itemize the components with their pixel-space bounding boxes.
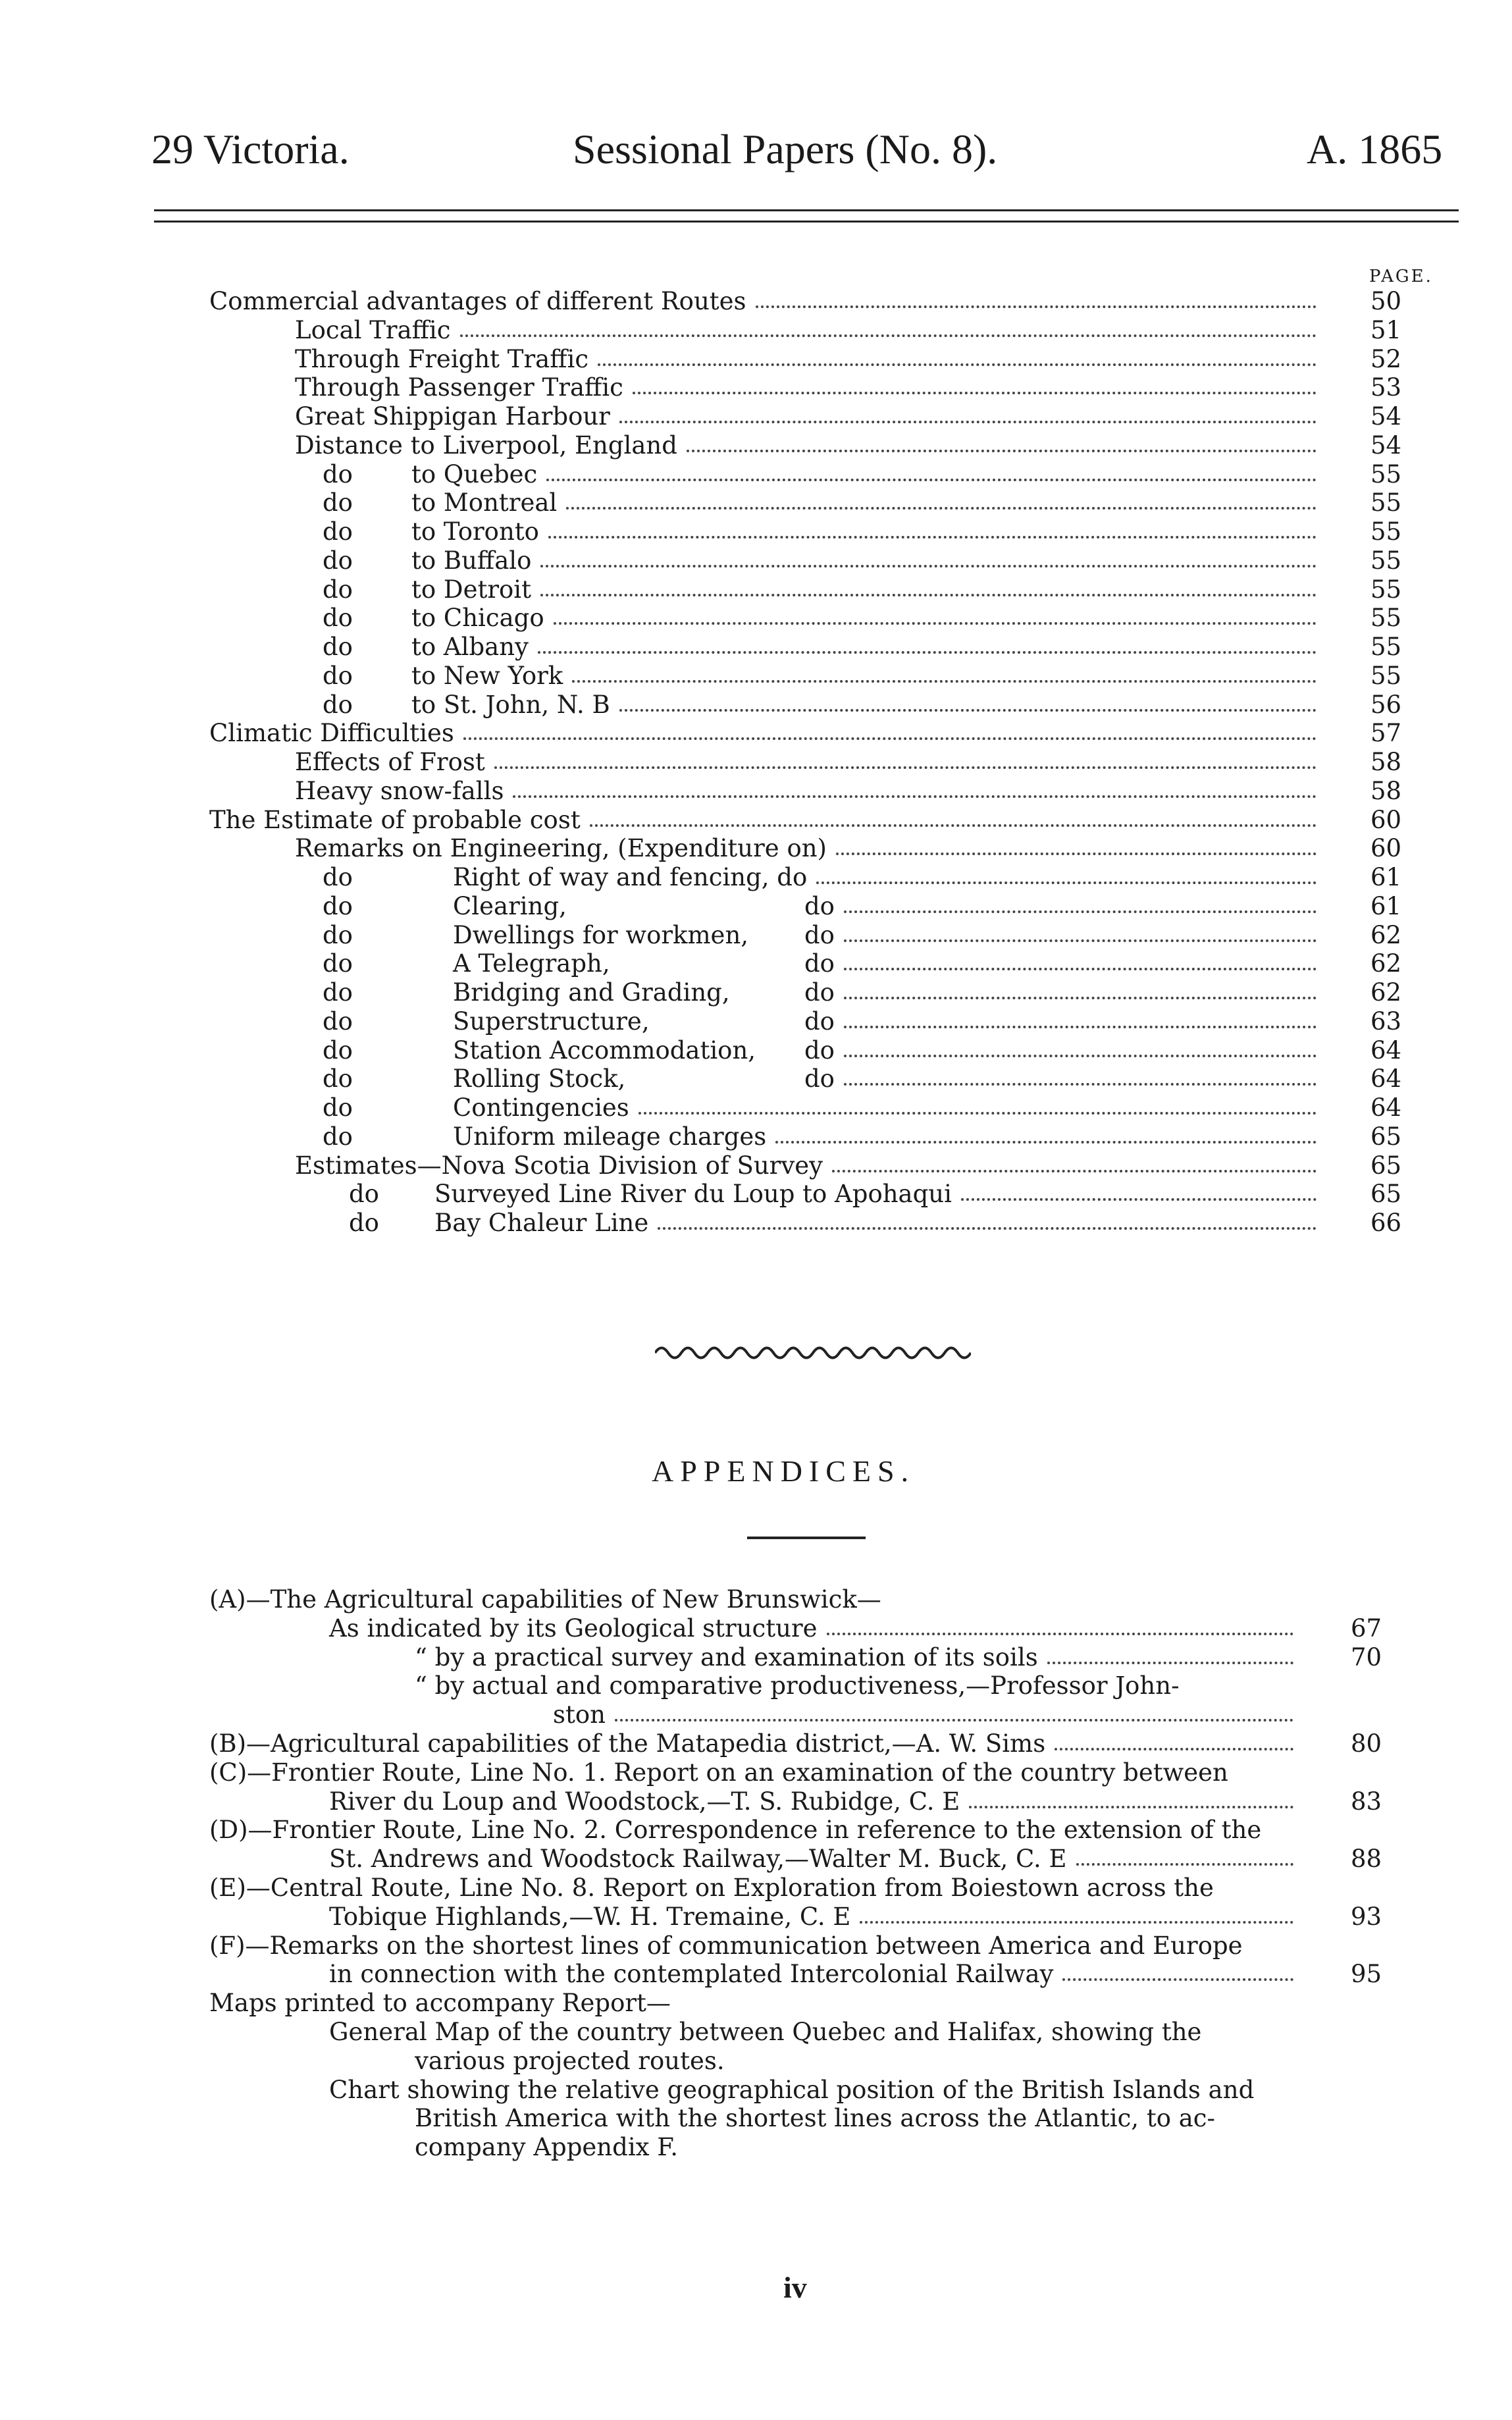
toc-row	[0, 287, 1512, 316]
appendix-text: British America with the shortest lines across the Atlantic, to ac-	[415, 2104, 1216, 2133]
toc-row	[0, 345, 1512, 374]
toc-page-number: 57	[1370, 719, 1402, 748]
toc-row	[0, 633, 1512, 662]
toc-page-number: 62	[1370, 978, 1402, 1007]
toc-page-number: 50	[1370, 287, 1402, 315]
toc-row	[0, 863, 1512, 892]
toc-entry-text: Heavy snow-falls	[295, 776, 504, 805]
toc-row	[0, 1122, 1512, 1151]
toc-ditto: do	[323, 920, 353, 949]
toc-entry-text: Station Accommodation,	[453, 1036, 756, 1065]
toc-page-number: 66	[1370, 1209, 1402, 1237]
toc-page-number: 60	[1370, 805, 1402, 834]
appendix-dot-leader	[615, 1719, 1293, 1722]
toc-ditto: do	[323, 661, 353, 690]
toc-dot-leader	[775, 1141, 1316, 1144]
toc-ditto: do	[323, 891, 353, 920]
toc-ditto: do	[323, 978, 353, 1007]
toc-page-number: 51	[1370, 315, 1402, 344]
toc-ditto: do	[323, 1093, 353, 1122]
toc-page-number: 64	[1370, 1036, 1402, 1065]
appendix-text: (D)—Frontier Route, Line No. 2. Correspondence in reference to the extension of the	[209, 1816, 1262, 1845]
toc-dot-leader	[460, 334, 1316, 337]
page-label: PAGE.	[1369, 267, 1433, 286]
toc-dot-leader	[540, 594, 1316, 596]
appendix-page-number: 70	[1351, 1643, 1382, 1671]
toc-dot-leader	[756, 305, 1316, 308]
toc-ditto-column: do	[804, 920, 835, 949]
toc-page-number: 65	[1370, 1151, 1402, 1180]
toc-page-number: 64	[1370, 1065, 1402, 1093]
header-left: 29 Victoria.	[151, 126, 350, 172]
toc-dot-leader	[513, 795, 1316, 798]
toc-ditto: do	[349, 1180, 379, 1209]
toc-ditto-column: do	[804, 1036, 835, 1065]
toc-row	[0, 316, 1512, 345]
toc-row	[0, 1093, 1512, 1122]
appendix-text: ston	[553, 1700, 606, 1729]
toc-ditto: do	[323, 460, 353, 488]
toc-page-number: 65	[1370, 1122, 1402, 1151]
toc-page-number: 55	[1370, 633, 1402, 661]
toc-entry-text: Rolling Stock,	[453, 1065, 626, 1093]
appendix-dot-leader	[1047, 1662, 1293, 1664]
toc-dot-leader	[687, 450, 1316, 452]
toc-entry-text: The Estimate of probable cost	[209, 805, 581, 834]
toc-page-number: 61	[1370, 891, 1402, 920]
toc-dot-leader	[619, 709, 1316, 712]
toc-row	[0, 431, 1512, 460]
toc-ditto-column: do	[804, 949, 835, 978]
appendix-text: in connection with the contemplated Intercolonial Railway	[329, 1960, 1054, 1989]
toc-ditto: do	[323, 1036, 353, 1065]
toc-row	[0, 546, 1512, 575]
toc-row	[0, 1209, 1512, 1238]
toc-page-number: 54	[1370, 402, 1402, 431]
toc-page-number: 55	[1370, 575, 1402, 604]
toc-row	[0, 604, 1512, 633]
toc-entry-text: Bay Chaleur Line	[434, 1209, 649, 1237]
toc-page-number: 60	[1370, 834, 1402, 863]
toc-page-number: 58	[1370, 776, 1402, 805]
toc-ditto: do	[323, 517, 353, 546]
appendix-text: Chart showing the relative geographical position of the British Islands and	[329, 2075, 1255, 2104]
toc-ditto: do	[323, 575, 353, 604]
toc-row	[0, 1007, 1512, 1036]
toc-row	[0, 517, 1512, 546]
toc-page-number: 58	[1370, 748, 1402, 776]
toc-dot-leader	[590, 824, 1316, 827]
toc-row	[0, 1036, 1512, 1065]
toc-entry-text: Superstructure,	[453, 1007, 650, 1036]
appendix-text: (C)—Frontier Route, Line No. 1. Report on an examination of the country between	[209, 1758, 1228, 1787]
toc-entry-text: Right of way and fencing, do	[453, 863, 808, 891]
toc-entry-text: Contingencies	[453, 1093, 629, 1122]
appendix-text: Tobique Highlands,—W. H. Tremaine, C. E	[329, 1902, 851, 1931]
appendix-page-number: 95	[1351, 1960, 1382, 1989]
toc-page-number: 63	[1370, 1007, 1402, 1036]
toc-dot-leader	[832, 1170, 1316, 1172]
toc-entry-text: to Montreal	[411, 488, 558, 517]
decorative-wave-divider	[655, 1343, 971, 1363]
toc-row	[0, 1151, 1512, 1180]
appendix-text: Maps printed to accompany Report—	[209, 1989, 671, 2018]
toc-dot-leader	[844, 1083, 1316, 1086]
appendix-text: company Appendix F.	[415, 2133, 678, 2162]
header-center: Sessional Papers (No. 8).	[573, 126, 998, 172]
toc-row	[0, 777, 1512, 806]
appendix-dot-leader	[860, 1921, 1293, 1924]
appendix-text: River du Loup and Woodstock,—T. S. Rubidge, C. E	[329, 1787, 960, 1816]
appendix-text: various projected routes.	[415, 2046, 725, 2075]
toc-dot-leader	[494, 766, 1316, 769]
toc-dot-leader	[554, 622, 1316, 625]
toc-entry-text: to Chicago	[411, 604, 544, 633]
toc-row	[0, 691, 1512, 720]
toc-ditto: do	[323, 488, 353, 517]
toc-entry-text: Through Freight Traffic	[295, 344, 589, 373]
toc-row	[0, 719, 1512, 748]
toc-entry-text: Surveyed Line River du Loup to Apohaqui	[434, 1180, 952, 1209]
toc-entry-text: to Detroit	[411, 575, 532, 604]
appendix-page-number: 83	[1351, 1787, 1382, 1816]
toc-row	[0, 1180, 1512, 1209]
toc-row	[0, 460, 1512, 489]
appendix-text: (E)—Central Route, Line No. 8. Report on Exploration from Boiestown across the	[209, 1874, 1214, 1902]
toc-page-number: 55	[1370, 460, 1402, 488]
appendix-dot-leader	[969, 1806, 1293, 1808]
appendix-text: (A)—The Agricultural capabilities of New Brunswick—	[209, 1585, 881, 1614]
toc-row	[0, 834, 1512, 863]
toc-dot-leader	[548, 536, 1316, 539]
toc-page-number: 64	[1370, 1093, 1402, 1122]
appendix-dot-leader	[827, 1633, 1293, 1635]
appendix-dot-leader	[1062, 1978, 1293, 1981]
toc-entry-text: to Quebec	[411, 460, 538, 488]
toc-dot-leader	[844, 939, 1316, 942]
toc-ditto: do	[323, 949, 353, 978]
toc-page-number: 54	[1370, 431, 1402, 460]
toc-dot-leader	[538, 651, 1316, 654]
toc-row	[0, 978, 1512, 1007]
toc-entry-text: Bridging and Grading,	[453, 978, 730, 1007]
toc-ditto: do	[323, 1065, 353, 1093]
toc-ditto: do	[323, 1007, 353, 1036]
toc-ditto: do	[349, 1209, 379, 1237]
toc-dot-leader	[598, 363, 1316, 366]
toc-page-number: 55	[1370, 517, 1402, 546]
toc-ditto-column: do	[804, 1007, 835, 1036]
toc-row	[0, 1065, 1512, 1093]
toc-row	[0, 892, 1512, 921]
toc-row	[0, 921, 1512, 950]
appendix-text: “ by actual and comparative productiveness,—Professor John-	[415, 1671, 1180, 1700]
toc-ditto: do	[323, 633, 353, 661]
toc-ditto-column: do	[804, 891, 835, 920]
toc-entry-text: Dwellings for workmen,	[453, 920, 749, 949]
toc-dot-leader	[619, 421, 1316, 423]
toc-row	[0, 488, 1512, 517]
toc-page-number: 56	[1370, 690, 1402, 719]
toc-page-number: 55	[1370, 604, 1402, 633]
toc-dot-leader	[566, 507, 1316, 510]
toc-page-number: 53	[1370, 373, 1402, 402]
header-rule-bottom	[154, 221, 1459, 223]
appendix-text: St. Andrews and Woodstock Railway,—Walter M. Buck, C. E	[329, 1845, 1067, 1874]
toc-row	[0, 373, 1512, 402]
toc-page-number: 55	[1370, 488, 1402, 517]
toc-dot-leader	[816, 881, 1316, 884]
toc-dot-leader	[572, 680, 1316, 683]
toc-entry-text: Effects of Frost	[295, 748, 485, 776]
toc-dot-leader	[658, 1227, 1316, 1230]
toc-ditto: do	[323, 1122, 353, 1151]
toc-dot-leader	[844, 997, 1316, 999]
toc-page-number: 61	[1370, 863, 1402, 891]
toc-page-number: 62	[1370, 949, 1402, 978]
toc-entry-text: to St. John, N. B	[411, 690, 610, 719]
toc-entry-text: to Toronto	[411, 517, 539, 546]
toc-dot-leader	[844, 968, 1316, 970]
toc-page-number: 55	[1370, 546, 1402, 575]
toc-ditto-column: do	[804, 1065, 835, 1093]
header-right: A. 1865	[1307, 126, 1443, 172]
toc-entry-text: Commercial advantages of different Routes	[209, 287, 746, 315]
toc-entry-text: Climatic Difficulties	[209, 719, 454, 748]
page-footer: iv	[783, 2271, 807, 2304]
toc-ditto: do	[323, 863, 353, 891]
toc-entry-text: to New York	[411, 661, 563, 690]
toc-entry-text: Through Passenger Traffic	[295, 373, 623, 402]
appendix-dot-leader	[1055, 1748, 1293, 1750]
toc-entry-text: to Albany	[411, 633, 529, 661]
toc-row	[0, 662, 1512, 691]
appendix-page-number: 80	[1351, 1729, 1382, 1758]
toc-entry-text: Remarks on Engineering, (Expenditure on)	[295, 834, 827, 863]
appendix-page-number: 93	[1351, 1902, 1382, 1931]
toc-page-number: 55	[1370, 661, 1402, 690]
toc-page-number: 65	[1370, 1180, 1402, 1209]
toc-entry-text: A Telegraph,	[453, 949, 610, 978]
toc-dot-leader	[844, 1026, 1316, 1028]
toc-dot-leader	[633, 392, 1316, 394]
toc-ditto: do	[323, 690, 353, 719]
appendix-text: (B)—Agricultural capabilities of the Matapedia district,—A. W. Sims	[209, 1729, 1046, 1758]
toc-dot-leader	[540, 565, 1316, 567]
appendix-dot-leader	[1076, 1863, 1293, 1866]
toc-entry-text: Estimates—Nova Scotia Division of Survey	[295, 1151, 823, 1180]
appendices-title: APPENDICES.	[652, 1454, 916, 1488]
toc-row	[0, 806, 1512, 835]
toc-page-number: 52	[1370, 344, 1402, 373]
toc-entry-text: Uniform mileage charges	[453, 1122, 767, 1151]
appendices-title-rule	[747, 1537, 866, 1539]
toc-entry-text: to Buffalo	[411, 546, 532, 575]
toc-row	[0, 402, 1512, 431]
toc-ditto: do	[323, 604, 353, 633]
toc-entry-text: Distance to Liverpool, England	[295, 431, 677, 460]
appendix-page-number: 67	[1351, 1614, 1382, 1643]
toc-dot-leader	[961, 1198, 1316, 1201]
toc-page-number: 62	[1370, 920, 1402, 949]
toc-entry-text: Local Traffic	[295, 315, 451, 344]
toc-dot-leader	[639, 1112, 1316, 1115]
toc-ditto: do	[323, 546, 353, 575]
toc-dot-leader	[844, 1055, 1316, 1057]
toc-row	[0, 575, 1512, 604]
appendix-text: General Map of the country between Quebec and Halifax, showing the	[329, 2018, 1202, 2046]
appendix-text: “ by a practical survey and examination of its soils	[415, 1643, 1038, 1671]
toc-entry-text: Clearing,	[453, 891, 567, 920]
toc-dot-leader	[463, 737, 1316, 740]
header-rule-top	[154, 209, 1459, 211]
toc-row	[0, 748, 1512, 777]
appendix-text: As indicated by its Geological structure	[329, 1614, 818, 1643]
appendix-page-number: 88	[1351, 1845, 1382, 1874]
toc-row	[0, 949, 1512, 978]
toc-dot-leader	[844, 910, 1316, 913]
appendix-text: (F)—Remarks on the shortest lines of communication between America and Europe	[209, 1931, 1243, 1960]
toc-ditto-column: do	[804, 978, 835, 1007]
toc-dot-leader	[836, 853, 1316, 855]
toc-dot-leader	[546, 479, 1316, 481]
toc-entry-text: Great Shippigan Harbour	[295, 402, 610, 431]
